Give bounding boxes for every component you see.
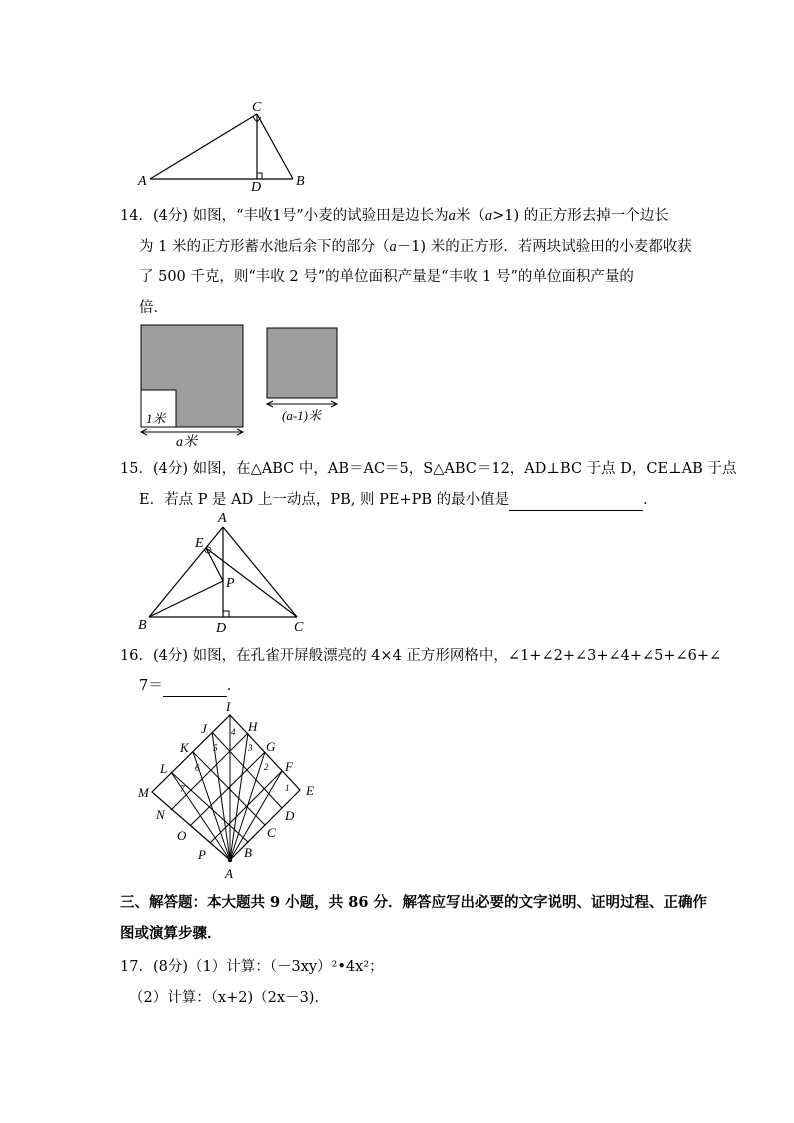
label-D: D [251,180,262,195]
triangle-figure-q13 [130,95,320,195]
label-P: P [198,847,206,862]
label-C: C [267,825,276,840]
label-H: H [248,719,258,734]
a-minus-1-label: (a-1)米 [282,408,321,423]
label-G: G [266,739,276,754]
peacock-grid-figure-q16 [130,695,330,885]
label-N: N [156,807,165,822]
label-A: A [218,511,227,526]
label-E: E [306,783,314,798]
angle-4: 4 [231,727,236,737]
q17-line1: 17．(8分)（1）计算：（－3xy）²•4x²； [120,959,384,975]
label-D: D [216,621,227,636]
answer-blank-q15 [509,490,643,511]
triangle-figure-q15 [130,505,320,635]
label-P: P [226,576,235,591]
a-label: a米 [176,435,197,450]
angle-6: 6 [195,763,200,773]
q14-line4: 倍． [139,300,168,316]
q14-line1: 14．(4分) 如图，“丰收1号”小麦的试验田是边长为a米（a>1) 的正方形去掉一个边长 [120,208,669,224]
label-B: B [296,174,305,189]
q17-line2: （2）计算：（x+2)（2x－3)． [129,990,329,1006]
angle-2: 2 [264,762,269,772]
q15-line2: E．若点 P 是 AD 上一动点，PB, 则 PE+PB 的最小值是 ． [139,490,658,511]
label-J: J [201,721,207,736]
section3-line2: 图或演算步骤． [120,925,222,942]
angle-7: 7 [180,784,185,794]
label-C: C [294,620,304,635]
q14-line2: 为 1 米的正方形蓄水池后余下的部分（a－1) 米的正方形．若两块试验田的小麦都收获 [139,239,692,255]
label-C: C [252,100,262,115]
label-L: L [160,761,168,776]
label-O: O [177,828,187,843]
small-square-label: 1米 [146,411,166,426]
q15-line1: 15．(4分) 如图，在△ABC 中，AB＝AC＝5，S△ABC＝12，AD⊥BC 于点 D，CE⊥AB 于点 [120,461,737,477]
label-I: I [226,699,231,714]
section3-line1: 三、解答题：本大题共 9 小题，共 86 分．解答应写出必要的文字说明、证明过程、正确作 [120,894,707,911]
label-K: K [180,740,189,755]
q14-line3: 了 500 千克，则“丰收 2 号”的单位面积产量是“丰收 1 号”的单位面积产量的 [139,269,634,285]
label-M: M [138,785,149,800]
label-B: B [244,845,252,860]
label-D: D [285,808,295,823]
answer-blank-q16 [163,676,227,697]
label-F: F [285,759,293,774]
label-B: B [138,618,147,633]
q16-line2: 7＝ ． [139,676,241,697]
angle-5: 5 [213,743,218,753]
q16-line1: 16．(4分) 如图，在孔雀开屏般漂亮的 4×4 正方形网格中，∠1+∠2+∠3+∠4+∠5+∠6+∠ [120,648,722,664]
label-E: E [195,536,204,551]
angle-3: 3 [248,743,253,753]
squares-figure-q14 [130,320,350,450]
label-A: A [225,866,233,881]
label-A: A [138,174,147,189]
angle-1: 1 [285,783,290,793]
